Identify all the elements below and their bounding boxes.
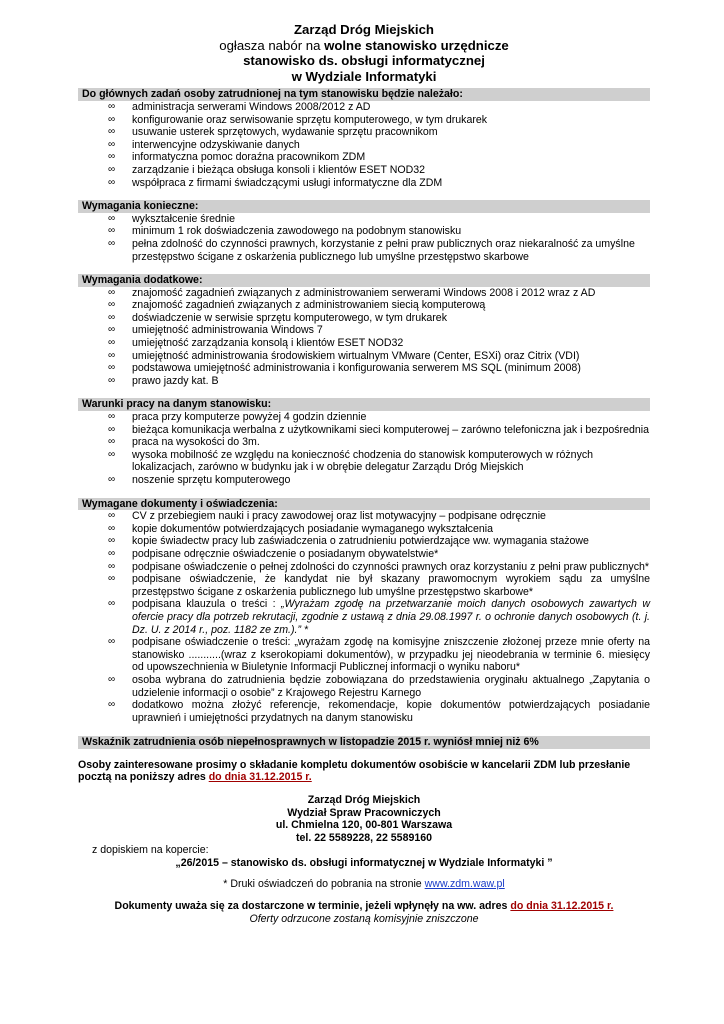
bullet-icon: ∞ bbox=[108, 636, 116, 648]
bullet-icon: ∞ bbox=[108, 138, 116, 150]
section-additional-title: Wymagania dodatkowe: bbox=[78, 274, 650, 287]
bullet-icon: ∞ bbox=[108, 237, 116, 249]
list-item: ∞ podpisane oświadczenie o treści: „wyrażam zgodę na komisyjne zniszczenie złożonej przeze mnie oferty na stanowisko ...........(wraz z kserokopiami dokumentów), w przypadku jej nieodebrania w terminie 6. miesięcy od upowszechnienia w Biuletynie Informacji Publicznej informacji o wyniku naboru* bbox=[108, 636, 650, 674]
list-item: ∞ umiejętność zarządzania konsolą i klientów ESET NOD32 bbox=[108, 337, 404, 350]
bullet-icon: ∞ bbox=[108, 176, 116, 188]
forms-note: * Druki oświadczeń do pobrania na stronie www.zdm.waw.pl bbox=[223, 877, 505, 890]
bullet-icon: ∞ bbox=[108, 522, 116, 534]
list-item: ∞ umiejętność administrowania Windows 7 bbox=[108, 324, 323, 337]
additional-list bbox=[78, 287, 650, 388]
envelope-label: z dopiskiem na kopercie: bbox=[92, 844, 209, 857]
bullet-icon: ∞ bbox=[108, 547, 116, 559]
list-item: ∞ minimum 1 rok doświadczenia zawodowego na podobnym stanowisku bbox=[108, 225, 462, 238]
header bbox=[78, 22, 650, 84]
list-item: ∞ wykształcenie średnie bbox=[108, 212, 236, 225]
address-line2: Wydział Spraw Pracowniczych bbox=[287, 806, 441, 819]
bullet-icon: ∞ bbox=[108, 362, 116, 374]
list-item: ∞ noszenie sprzętu komputerowego bbox=[108, 474, 291, 486]
list-item: ∞ znajomość zagadnień związanych z administrowaniem serwerami Windows 2008 i 2012 wraz z AD bbox=[108, 286, 596, 299]
bullet-icon: ∞ bbox=[108, 163, 116, 175]
submission-deadline: do dnia 31.12.2015 r. bbox=[208, 771, 312, 784]
list-item: ∞ umiejętność administrowania środowiskiem wirtualnym VMware (Center, ESXi) oraz Citrix (VDI) bbox=[108, 349, 580, 362]
list-item: ∞ kopie świadectw pracy lub zaświadczenia o zatrudnieniu potwierdzające ww. wymagania stażowe bbox=[108, 535, 589, 548]
bullet-icon: ∞ bbox=[108, 673, 116, 685]
documents-list bbox=[78, 510, 650, 724]
list-item: ∞ doświadczenie w serwisie sprzętu komputerowego, w tym drukarek bbox=[108, 311, 447, 324]
section-documents-title: Wymagane dokumenty i oświadczenia: bbox=[78, 498, 650, 511]
list-item: ∞ CV z przebiegiem nauki i pracy zawodowej oraz list motywacyjny – podpisane odręcznie bbox=[108, 510, 546, 523]
bullet-icon: ∞ bbox=[108, 598, 116, 610]
bullet-icon: ∞ bbox=[108, 225, 116, 237]
header-position: stanowisko ds. obsługi informatycznej bbox=[243, 53, 485, 69]
bullet-icon: ∞ bbox=[108, 699, 116, 711]
address-line4: tel. 22 5589228, 22 5589160 bbox=[295, 831, 433, 844]
duties-list bbox=[78, 101, 650, 189]
required-list bbox=[78, 213, 650, 263]
bullet-icon: ∞ bbox=[108, 212, 116, 224]
bullet-icon: ∞ bbox=[108, 436, 116, 448]
final-note-italic: Oferty odrzucone zostaną komisyjnie zniszczone bbox=[249, 912, 479, 925]
list-item: ∞ bieżąca komunikacja werbalna z użytkownikami sieci komputerowej – zarówno telefoniczna jak i bezpośrednia bbox=[108, 423, 649, 436]
website-link[interactable]: www.zdm.waw.pl bbox=[424, 877, 505, 890]
section-conditions-title: Warunki pracy na danym stanowisku: bbox=[78, 398, 650, 411]
list-item: ∞ podpisane oświadczenie o pełnej zdolności do czynności prawnych oraz korzystaniu z pełni praw publicznych* bbox=[108, 560, 650, 573]
list-item: ∞ znajomość zagadnień związanych z administrowaniem siecią komputerową bbox=[108, 299, 486, 312]
bullet-icon: ∞ bbox=[108, 299, 116, 311]
list-item: ∞ zarządzanie i bieżąca obsługa konsoli i klientów ESET NOD32 bbox=[108, 163, 426, 176]
announcement-page bbox=[78, 22, 650, 925]
bullet-icon: ∞ bbox=[108, 151, 116, 163]
list-item: ∞ pełna zdolność do czynności prawnych, korzystanie z pełni praw publicznych oraz niekaralność za umyślne przestępstwo ścigane z oskarżenia publicznego lub umyślne przestępstwo skarbowe bbox=[108, 237, 635, 263]
final-note: Dokumenty uważa się za dostarczone w terminie, jeżeli wpłynęły na ww. adres do dnia 31.12.2015 r. bbox=[114, 900, 614, 913]
bullet-icon: ∞ bbox=[108, 573, 116, 585]
bullet-icon: ∞ bbox=[108, 113, 116, 125]
bullet-icon: ∞ bbox=[108, 374, 116, 386]
list-item: ∞ praca na wysokości do 3m. bbox=[108, 436, 260, 449]
bullet-icon: ∞ bbox=[108, 126, 116, 138]
list-item: ∞ praca przy komputerze powyżej 4 godzin dziennie bbox=[108, 411, 367, 424]
list-item: ∞ interwencyjne odzyskiwanie danych bbox=[108, 138, 300, 151]
section-duties-title: Do głównych zadań osoby zatrudnionej na tym stanowisku będzie należało: bbox=[78, 88, 650, 101]
employment-indicator: Wskaźnik zatrudnienia osób niepełnosprawnych w listopadzie 2015 r. wyniósł mniej niż 6% bbox=[78, 736, 650, 749]
bullet-icon: ∞ bbox=[108, 324, 116, 336]
list-item: ∞ podpisane oświadczenie, że kandydat nie był skazany prawomocnym wyrokiem sądu za umyślne przestępstwo ścigane z oskarżenia publicznego lub umyślne przestępstwo skarbowe* bbox=[108, 573, 650, 598]
list-item: ∞ dodatkowo można złożyć referencje, rekomendacje, kopie dokumentów potwierdzających posiadanie uprawnień i umiejętności przydatnych na danym stanowisku bbox=[108, 699, 650, 724]
address-block bbox=[78, 794, 650, 844]
bullet-icon: ∞ bbox=[108, 337, 116, 349]
list-item: ∞ prawo jazdy kat. B bbox=[108, 374, 219, 387]
list-item: ∞ kopie dokumentów potwierdzających posiadanie wymaganego wykształcenia bbox=[108, 522, 493, 535]
list-item: ∞ współpraca z firmami świadczącymi usługi informatyczne dla ZDM bbox=[108, 176, 443, 189]
bullet-icon: ∞ bbox=[108, 560, 116, 572]
list-item: ∞ podstawowa umiejętność administrowania i konfigurowania serwerem MS SQL (minimum 2008) bbox=[108, 362, 581, 375]
list-item-clause: ∞ podpisana klauzula o treści : „Wyrażam zgodę na przetwarzanie moich danych osobowych zawartych w ofercie pracy dla potrzeb rekrutacji, zgodnie z ustawą z dnia 29.08.1997 r. o ochronie danych osobowych (t. j. Dz. U. z 2014 r., poz. 1182 ze zm.).” * bbox=[108, 598, 650, 636]
address-line3: ul. Chmielna 120, 00-801 Warszawa bbox=[275, 819, 453, 832]
bullet-icon: ∞ bbox=[108, 100, 116, 112]
bullet-icon: ∞ bbox=[108, 535, 116, 547]
list-item: ∞ usuwanie usterek sprzętowych, wydawanie sprzętu pracownikom bbox=[108, 126, 438, 139]
bullet-icon: ∞ bbox=[108, 448, 116, 460]
list-item: ∞ administracja serwerami Windows 2008/2012 z AD bbox=[108, 100, 371, 113]
list-item: ∞ wysoka mobilność ze względu na konieczność chodzenia do stanowisk komputerowych w różnych lokalizacjach, zarówno w budynku jak i w obrębie delegatur Zarządu Dróg Miejskich bbox=[108, 448, 594, 474]
final-deadline: do dnia 31.12.2015 r. bbox=[510, 900, 614, 913]
bullet-icon: ∞ bbox=[108, 474, 116, 485]
header-department: w Wydziale Informatyki bbox=[291, 68, 437, 84]
envelope-text: „26/2015 – stanowisko ds. obsługi informatycznej w Wydziale Informatyki ” bbox=[175, 857, 553, 870]
header-line2: ogłasza nabór na wolne stanowisko urzędnicze bbox=[219, 37, 509, 53]
section-required-title: Wymagania konieczne: bbox=[78, 200, 650, 213]
bullet-icon: ∞ bbox=[108, 349, 116, 361]
submission-info: Osoby zainteresowane prosimy o składanie kompletu dokumentów osobiście w kancelarii ZDM lub przesłanie pocztą na poniższy adres do dnia 31.12.2015 r. bbox=[78, 758, 631, 784]
bullet-icon: ∞ bbox=[108, 311, 116, 323]
conditions-list bbox=[78, 411, 650, 487]
bullet-icon: ∞ bbox=[108, 510, 116, 522]
list-item: ∞ podpisane odręcznie oświadczenie o posiadanym obywatelstwie* bbox=[108, 547, 439, 560]
list-item: ∞ osoba wybrana do zatrudnienia będzie zobowiązana do przedstawienia oryginału aktualnego „Zapytania o udzielenie informacji o osobie” z Krajowego Rejestru Karnego bbox=[108, 673, 650, 699]
header-institution: Zarząd Dróg Miejskich bbox=[294, 22, 434, 37]
address-line1: Zarząd Dróg Miejskich bbox=[307, 794, 421, 807]
list-item: ∞ konfigurowanie oraz serwisowanie sprzętu komputerowego, w tym drukarek bbox=[108, 113, 488, 126]
bullet-icon: ∞ bbox=[108, 411, 116, 423]
list-item: ∞ informatyczna pomoc doraźna pracownikom ZDM bbox=[108, 151, 366, 164]
bullet-icon: ∞ bbox=[108, 423, 116, 435]
bullet-icon: ∞ bbox=[108, 286, 116, 298]
